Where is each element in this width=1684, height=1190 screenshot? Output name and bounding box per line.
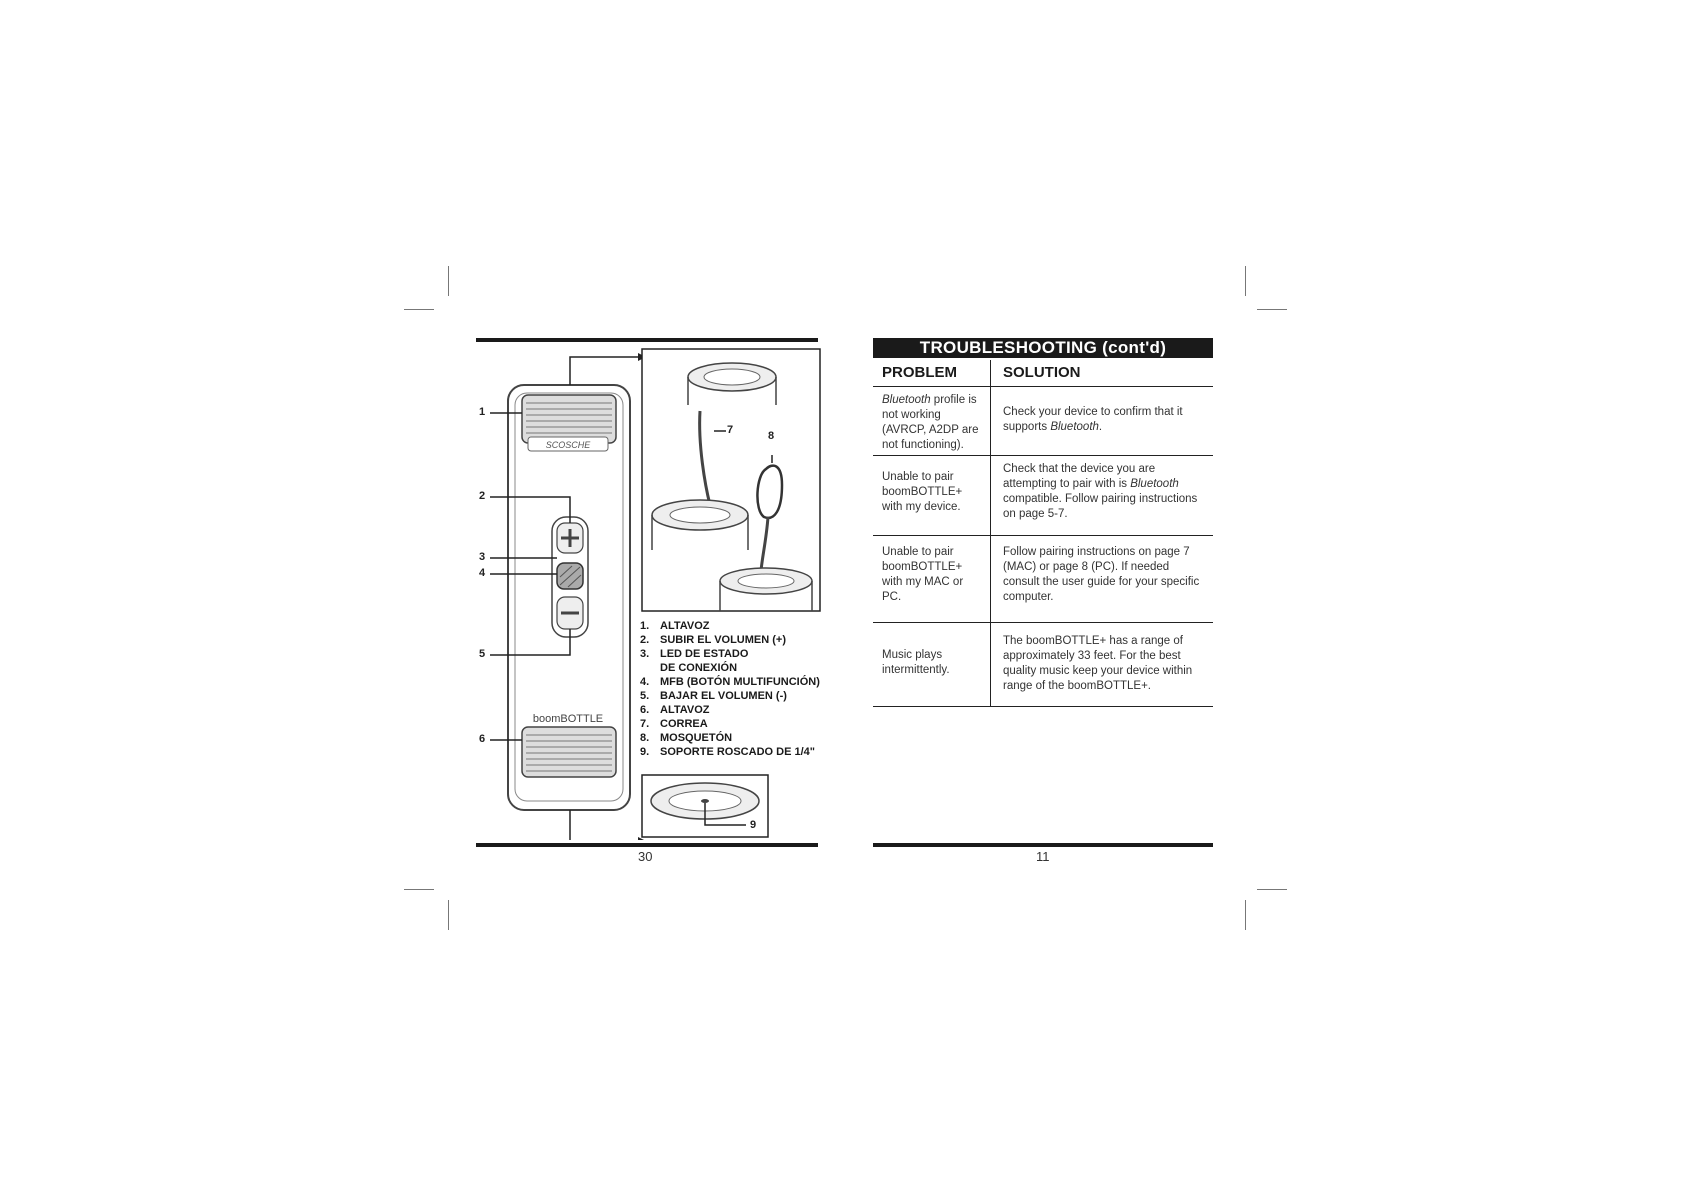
parts-list-item: 1. ALTAVOZ [640,620,710,632]
parts-list-item: 5. BAJAR EL VOLUMEN (-) [640,690,787,702]
solution-cell: Check that the device you are attempting to pair with is Bluetooth compatible. Follow pairing instructions on page 5-7. [1003,463,1198,520]
callout-4: 4 [479,567,486,579]
crop-mark [404,889,434,890]
row-divider [873,386,1213,387]
crop-mark [1245,900,1246,930]
crop-mark [404,309,434,310]
callout-9: 9 [750,819,757,831]
crop-mark [1245,266,1246,296]
page-number-left: 30 [638,849,653,864]
callout-7: 7 [727,424,734,436]
bottom-rule [873,843,1213,847]
row-divider [873,622,1213,623]
parts-list-item: 6. ALTAVOZ [640,704,710,716]
parts-list-item: 2. SUBIR EL VOLUMEN (+) [640,634,787,646]
callout-5: 5 [479,648,486,660]
parts-list-item: 8. MOSQUETÓN [640,732,733,744]
parts-list-item: 9. SOPORTE ROSCADO DE 1/4" [640,746,815,758]
problem-cell: Music plays intermittently. [882,649,950,676]
parts-list-item: DE CONEXIÓN [660,662,738,674]
crop-mark [1257,309,1287,310]
problem-column-header: PROBLEM [882,364,957,381]
speaker-diagram [460,345,830,840]
callout-6: 6 [479,733,486,745]
solution-cell: The boomBOTTLE+ has a range of approximately 33 feet. For the best quality music keep your device within range of the boomBOTTLE+. [1003,635,1193,692]
solution-cell: Check your device to confirm that it supports Bluetooth. [1003,406,1183,433]
brand-logo: SCOSCHE [545,440,591,450]
solution-column-header: SOLUTION [1003,364,1081,381]
section-title: TROUBLESHOOTING (cont'd) [873,338,1213,358]
parts-list-item: 3. LED DE ESTADO [640,648,749,660]
problem-cell: Bluetooth profile is not working (AVRCP, A2DP are not functioning). [882,394,979,451]
page-number-right: 11 [1036,849,1050,864]
callout-8: 8 [768,430,775,442]
product-logo: boomBOTTLE [532,713,604,725]
parts-list-item: 4. MFB (BOTÓN MULTIFUNCIÓN) [640,676,820,688]
callout-1: 1 [479,406,486,418]
top-rule [476,338,818,342]
parts-list-item: 7. CORREA [640,718,708,730]
problem-cell: Unable to pair boomBOTTLE+ with my device. [882,471,963,513]
column-divider [990,360,991,707]
problem-cell: Unable to pair boomBOTTLE+ with my MAC or PC. [882,546,964,603]
row-divider [873,455,1213,456]
bottom-rule [476,843,818,847]
row-divider [873,706,1213,707]
callout-2: 2 [479,490,486,502]
crop-mark [448,266,449,296]
top-speaker-grille [522,395,616,443]
row-divider [873,535,1213,536]
bottom-speaker-grille [522,727,616,777]
callout-3: 3 [479,551,486,563]
crop-mark [448,900,449,930]
crop-mark [1257,889,1287,890]
parts-list [640,619,840,759]
solution-cell: Follow pairing instructions on page 7 (MAC) or page 8 (PC). If needed consult the user guide for your specific computer. [1003,546,1200,603]
